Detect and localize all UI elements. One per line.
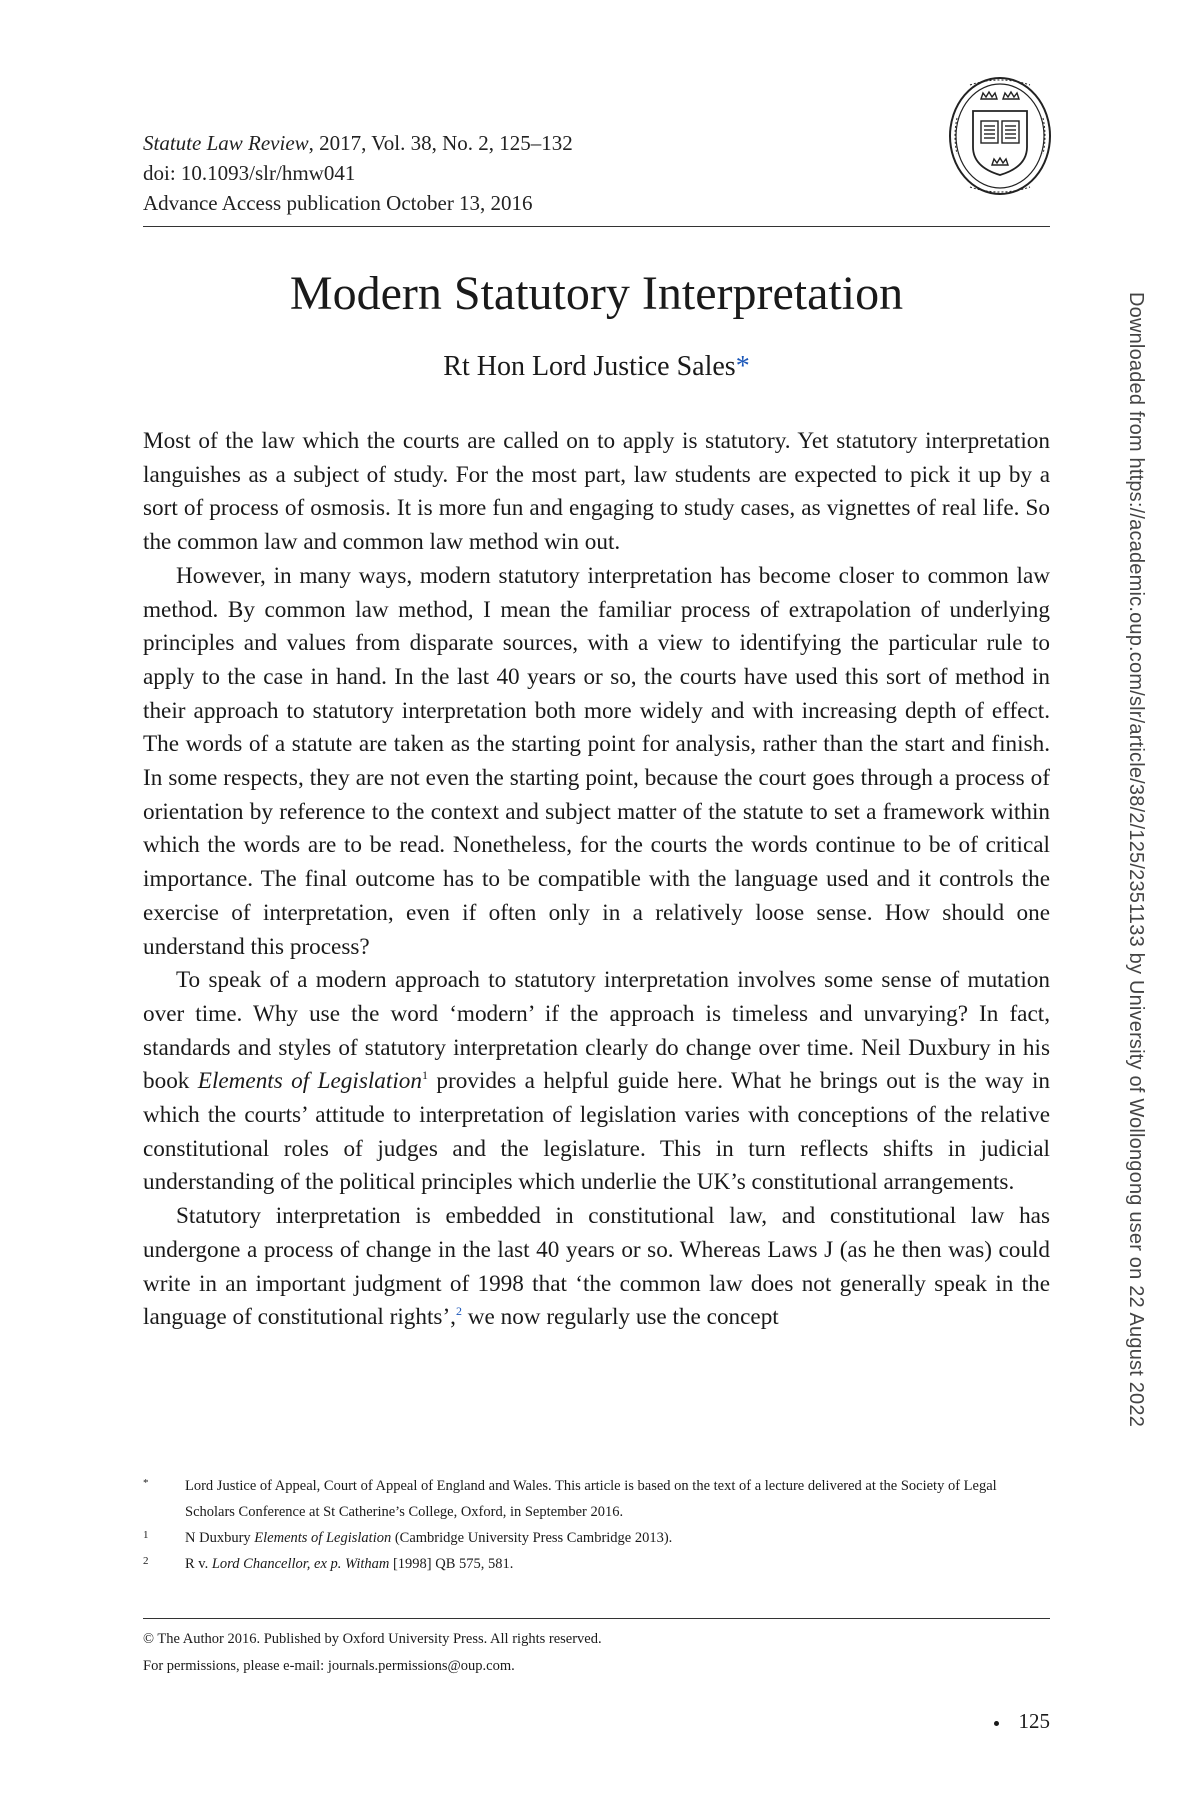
- footnote-author: [143, 1473, 1050, 1525]
- journal-header: [143, 128, 573, 218]
- oxford-university-press-crest-icon: [945, 73, 1055, 199]
- copyright-notice: [143, 1626, 602, 1680]
- book-title: Elements of Legislation: [197, 1068, 422, 1095]
- bullet-icon: [994, 1721, 999, 1726]
- doi-link[interactable]: doi: 10.1093/slr/hmw041: [143, 161, 356, 185]
- download-watermark: Downloaded from https://academic.oup.com/slr/article/38/2/125/2351133 by University of Wollongong user on 22 August 2022: [1125, 292, 1147, 1428]
- footnote-marker: 1: [143, 1529, 149, 1541]
- author-name: Rt Hon Lord Justice Sales: [443, 351, 736, 382]
- article-body: [143, 425, 1050, 1335]
- footnote-1: [143, 1525, 1050, 1551]
- footnote-reference[interactable]: 2: [455, 1304, 462, 1319]
- permissions-line: For permissions, please e-mail: journals.permissions@oup.com.: [143, 1658, 515, 1674]
- body-paragraph: Most of the law which the courts are called on to apply is statutory. Yet statutory interpretation languishes as a subject of study. For the most part, law students are expected to pick it up by a sort of process of osmosis. It is more fun and engaging to study cases, as vignettes of real life. So the common law and common law method win out.: [143, 428, 1050, 556]
- footer-divider: [143, 1618, 1050, 1619]
- advance-access-date: Advance Access publication October 13, 2016: [143, 191, 533, 215]
- body-paragraph: [143, 964, 1050, 1200]
- paragraph-text: provides a helpful guide here. What he brings out is the way in which the courts’ attitude to interpretation of legislation varies with conceptions of the relative constitutional roles of judges and the legislature. This in turn reflects shifts in judicial understanding of the political principles which underlie the UK’s constitutional arrangements.: [143, 1068, 1051, 1196]
- footnote-marker: 2: [143, 1555, 149, 1567]
- author-footnote-marker[interactable]: *: [735, 351, 750, 382]
- footnotes: [143, 1473, 1050, 1577]
- citation-line: [143, 128, 573, 158]
- body-paragraph: However, in many ways, modern statutory interpretation has become closer to common law method. By common law method, I mean the familiar process of extrapolation of underlying principles and values from disparate sources, with a view to identifying the particular rule to apply to the case in hand. In the last 40 years or so, the courts have used this sort of method in their approach to statutory interpretation both more widely and with increasing depth of effect. The words of a statute are taken as the starting point for analysis, rather than the start and finish. In some respects, they are not even the starting point, because the court goes through a process of orientation by reference to the context and subject matter of the statute to set a framework within which the words are to be read. Nonetheless, for the courts the words continue to be of critical importance. The final outcome has to be compatible with the language used and it controls the exercise of interpretation, even if often only in a relatively loose sense. How should one understand this process?: [143, 562, 1050, 960]
- article-title: Modern Statutory Interpretation: [289, 267, 904, 320]
- page-number: [968, 1707, 1050, 1735]
- footnote-2: [143, 1551, 1050, 1577]
- footnote-marker: *: [143, 1477, 149, 1489]
- paragraph-text: To speak of a modern approach to statutory interpretation involves some sense of mutation over time. Why use the word ‘modern’ if the approach is timeless and unvarying? In fact, standards and styles of statutory interpretation clearly do change over time. Neil Duxbury in his book: [143, 967, 1050, 1095]
- page-number-value: 125: [1018, 1709, 1050, 1733]
- footnote-reference[interactable]: 1: [421, 1068, 428, 1083]
- paragraph-text: Statutory interpretation is embedded in constitutional law, and constitutional law has undergone a process of change in the last 40 years or so. Whereas Laws J (as he then was) could write in an important judgment of 1998 that ‘the common law does not generally speak in the language of constitutional rights’,: [143, 1203, 1050, 1331]
- footnote-text: N Duxbury: [185, 1530, 255, 1546]
- footnote-text: (Cambridge University Press Cambridge 2013).: [391, 1530, 673, 1546]
- footnote-text: [1998] QB 575, 581.: [389, 1556, 514, 1572]
- copyright-line: © The Author 2016. Published by Oxford University Press. All rights reserved.: [143, 1631, 602, 1647]
- footnote-text: Lord Justice of Appeal, Court of Appeal of England and Wales. This article is based on the text of a lecture delivered at the Society of Legal Scholars Conference at St Catherine’s College, Oxford, in September 2016.: [185, 1478, 997, 1520]
- journal-volume: , 2017, Vol. 38, No. 2, 125–132: [308, 131, 573, 155]
- footnote-case-name: Lord Chancellor, ex p. Witham: [211, 1556, 390, 1572]
- article-author: [143, 349, 1050, 385]
- journal-name: Statute Law Review: [143, 131, 309, 155]
- paragraph-text: we now regularly use the concept: [461, 1304, 779, 1331]
- footnote-book-title: Elements of Legislation: [254, 1530, 392, 1546]
- body-paragraph: [143, 1200, 1050, 1335]
- footnote-text: R v.: [185, 1556, 212, 1572]
- header-divider: [143, 226, 1050, 227]
